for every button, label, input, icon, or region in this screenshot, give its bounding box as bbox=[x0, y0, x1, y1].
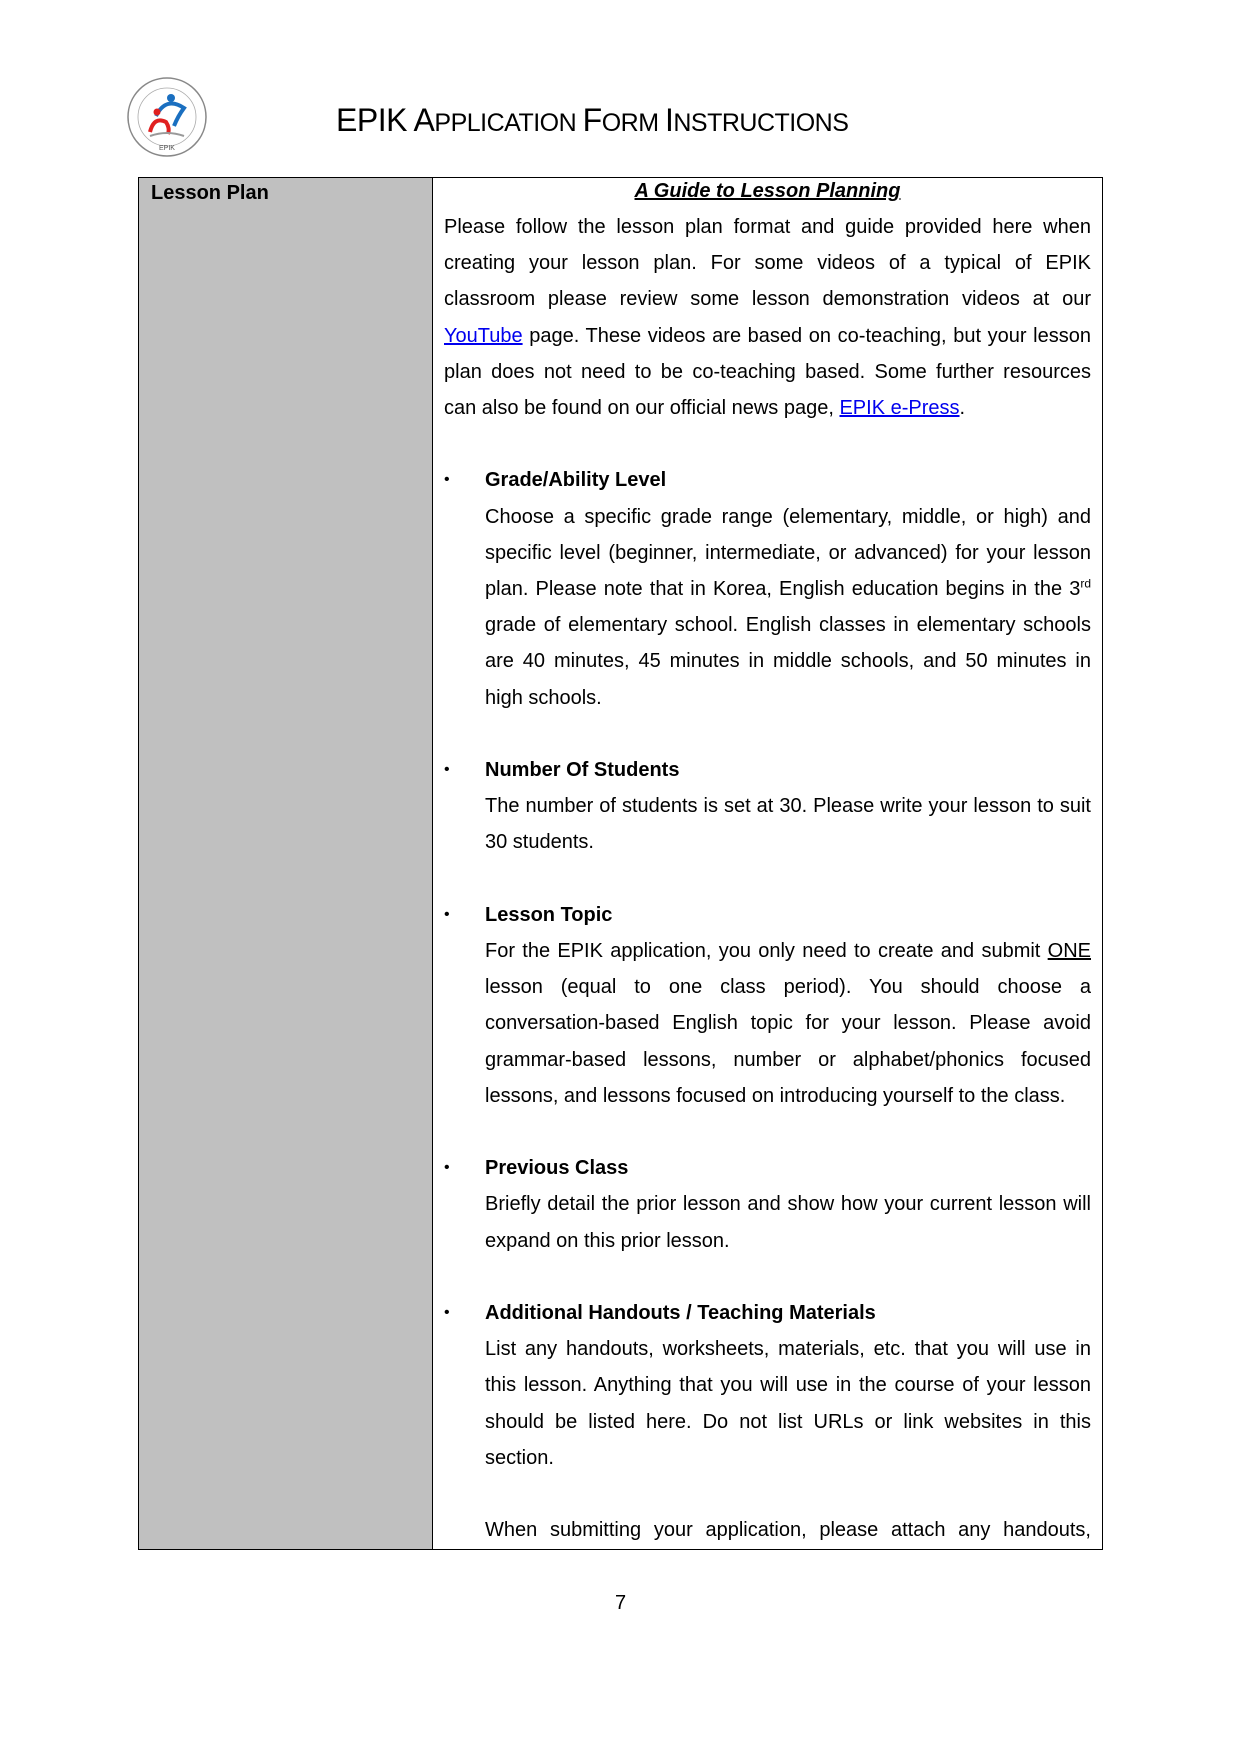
section-heading: Additional Handouts / Teaching Materials bbox=[485, 1302, 876, 1325]
bullet-icon: • bbox=[444, 1159, 450, 1177]
section-heading: Number Of Students bbox=[485, 759, 680, 782]
bullet-icon: • bbox=[444, 471, 450, 489]
section-handouts bbox=[444, 1295, 1091, 1548]
bullet-icon: • bbox=[444, 1304, 450, 1322]
section-previous-class bbox=[444, 1150, 1091, 1259]
section-text: Choose a specific grade range (elementary, middle, or high) and specific level (beginner, intermediate, or advanced) for your lesson plan. Please note that in Korea, English education begins in the 3rd grade of elementary school. English classes in elementary schools are 40 minutes, 45 minutes in middle schools, and 50 minutes in high schools. bbox=[485, 505, 1091, 709]
section-heading: Lesson Topic bbox=[485, 903, 613, 926]
section-lesson-topic bbox=[444, 897, 1091, 1114]
section-heading: Previous Class bbox=[485, 1157, 629, 1180]
section-heading: Grade/Ability Level bbox=[485, 469, 667, 492]
epik-logo bbox=[126, 76, 208, 158]
youtube-link[interactable]: YouTube bbox=[444, 324, 523, 347]
section-text: The number of students is set at 30. Please write your lesson to suit 30 students. bbox=[485, 795, 1091, 854]
section-number-of-students bbox=[444, 752, 1091, 861]
section-text-continued: When submitting your application, please attach any handouts, bbox=[485, 1519, 1091, 1542]
section-text: Briefly detail the prior lesson and show how your current lesson will expand on this prior lesson. bbox=[485, 1193, 1091, 1252]
label-cell bbox=[139, 178, 433, 1549]
page-title: EPIK APPLICATION FORM INSTRUCTIONS bbox=[336, 102, 849, 138]
section-text: List any handouts, worksheets, materials, etc. that you will use in this lesson. Anything that you will use in the course of your lesson should be listed here. Do not list URLs or link websites in this section. bbox=[485, 1338, 1091, 1469]
section-text: For the EPIK application, you only need to create and submit ONE lesson (equal to one class period). You should choose a conversation-based English topic for your lesson. Please avoid grammar-based lessons, number or alphabet/phonics focused lessons, and lessons focused on introducing yourself to the class. bbox=[485, 940, 1091, 1107]
svg-text:EPIK: EPIK bbox=[159, 145, 175, 152]
content-cell bbox=[433, 178, 1102, 1549]
lesson-plan-label: Lesson Plan bbox=[151, 182, 269, 204]
section-grade-level bbox=[444, 462, 1091, 715]
bullet-icon: • bbox=[444, 761, 450, 779]
guide-title: A Guide to Lesson Planning bbox=[634, 180, 901, 202]
epik-epress-link[interactable]: EPIK e-Press bbox=[839, 397, 960, 420]
bullet-icon: • bbox=[444, 905, 450, 923]
lesson-plan-table bbox=[138, 177, 1103, 1550]
page-number: 7 bbox=[614, 1592, 627, 1614]
intro-paragraph: Please follow the lesson plan format and guide provided here when creating your lesson plan. For some videos of a typical of EPIK classroom please review some lesson demonstration videos at our YouTube page. These videos are based on co-teaching, but your lesson plan does not need to be co-teaching based. Some further resources can also be found on our official news page, EPIK e-Press. bbox=[444, 216, 1091, 420]
